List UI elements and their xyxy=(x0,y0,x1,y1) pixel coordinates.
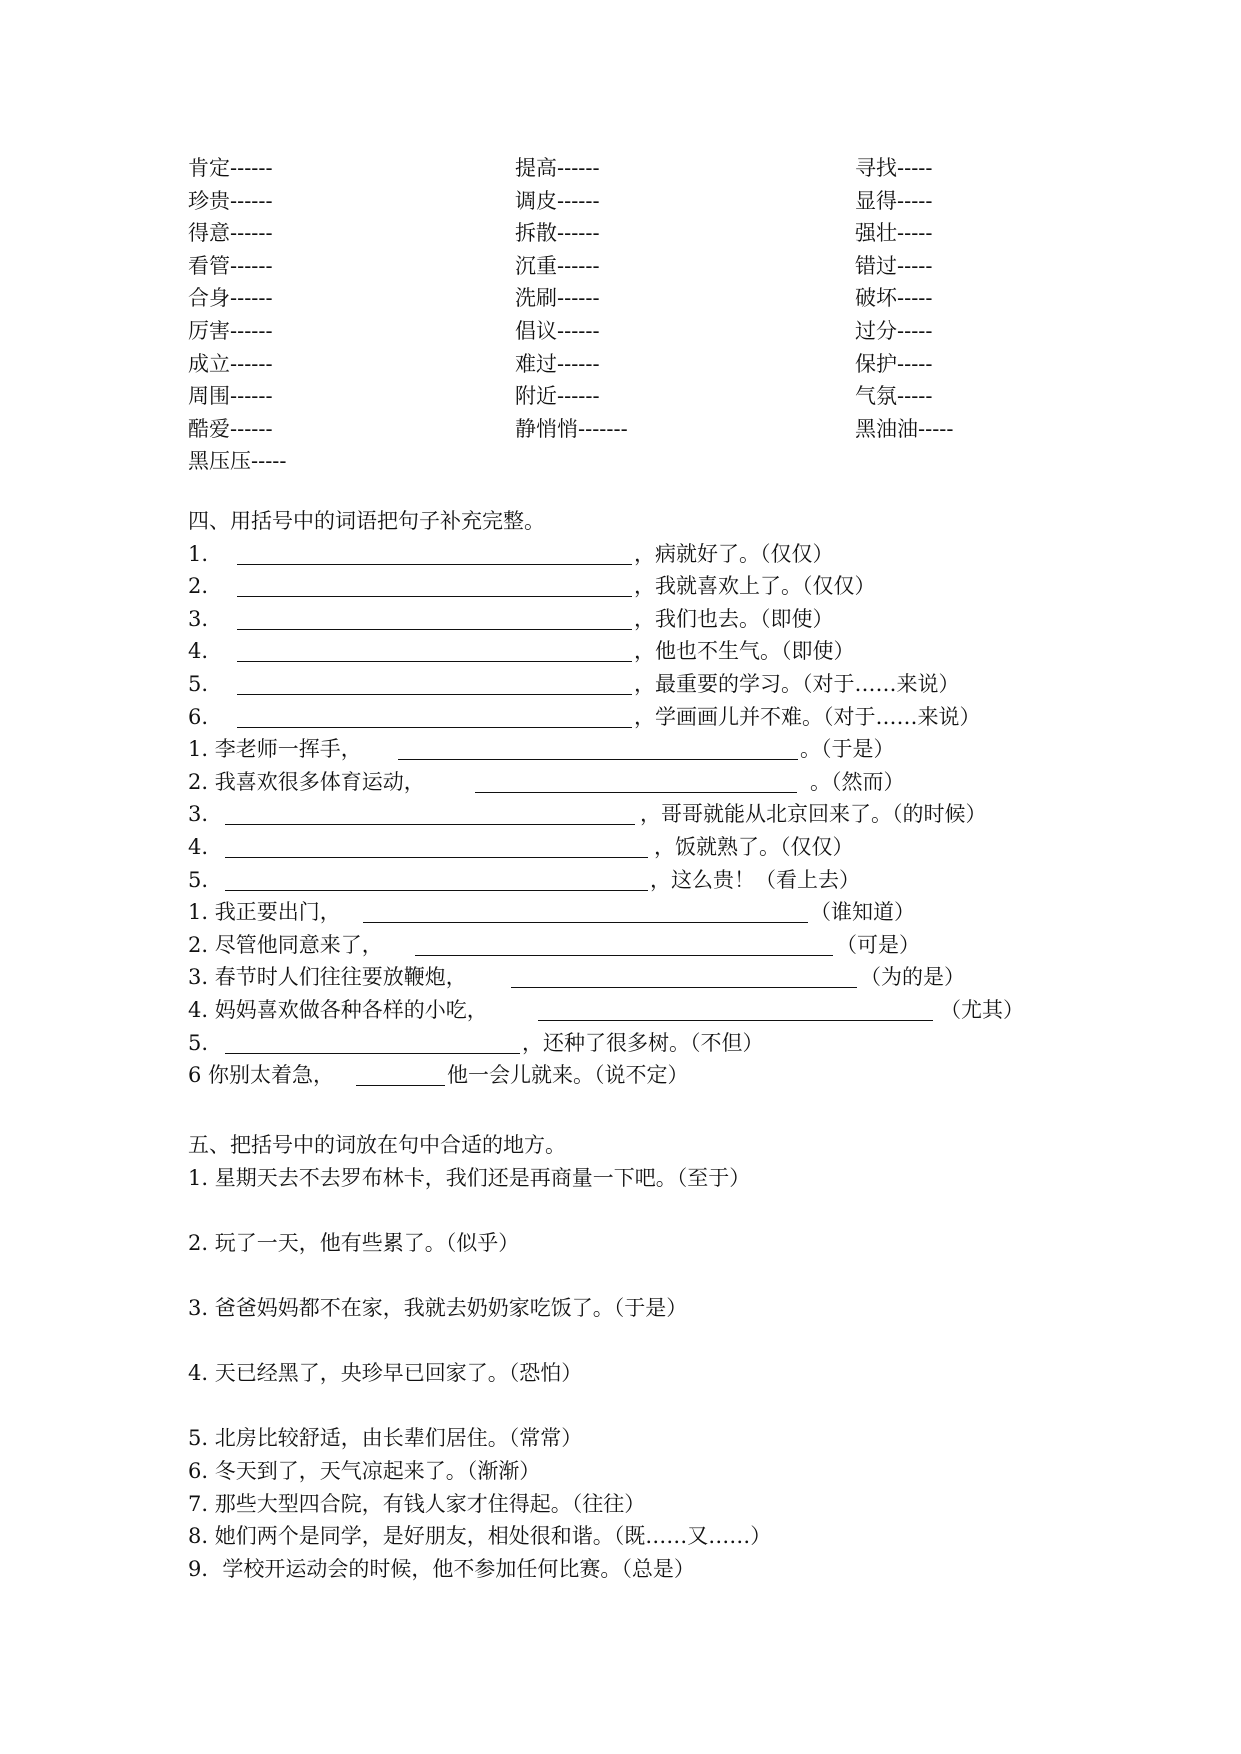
exercise-line xyxy=(188,668,1088,701)
exercise-line xyxy=(188,798,1088,831)
exercise-line xyxy=(188,1027,1088,1060)
exercise-prefix: 2. 尽管他同意来了， xyxy=(188,932,383,957)
word-item: 周围------ xyxy=(188,384,273,409)
word-item: 静悄悄------- xyxy=(515,416,628,441)
word-item: 酷爱------ xyxy=(188,416,273,441)
word-item: 沉重------ xyxy=(515,253,600,278)
exercise-line xyxy=(188,961,1088,994)
word-row xyxy=(188,315,1088,348)
answer-blank[interactable] xyxy=(398,737,798,760)
word-item: 难过------ xyxy=(515,351,600,376)
section-5-heading: 五、把括号中的词放在句中合适的地方。 xyxy=(188,1133,566,1157)
word-row xyxy=(188,348,1088,381)
exercise-text: ，他也不生气。（即使） xyxy=(634,639,855,664)
exercise-line xyxy=(188,766,1088,799)
section-4 xyxy=(188,505,1088,1092)
exercise-text: ，这么贵！（看上去） xyxy=(650,867,860,892)
exercise-text: 他一会儿就来。（说不定） xyxy=(447,1063,689,1088)
word-item: 过分----- xyxy=(855,318,933,343)
exercise-suffix: 。（于是） xyxy=(800,737,895,762)
exercise-text: ，学画画儿并不难。（对于……来说） xyxy=(634,704,981,729)
word-item: 合身------ xyxy=(188,286,273,311)
exercise-suffix: （尤其） xyxy=(940,997,1024,1022)
answer-blank[interactable] xyxy=(225,868,648,891)
exercise-line xyxy=(188,831,1088,864)
exercise-prefix: 2. 我喜欢很多体育运动， xyxy=(188,769,425,794)
exercise-prefix: 4. 妈妈喜欢做各种各样的小吃， xyxy=(188,997,488,1022)
word-item: 提高------ xyxy=(515,156,600,180)
exercise-number: 3. xyxy=(188,606,209,631)
word-item: 错过----- xyxy=(855,253,933,278)
word-item: 看管------ xyxy=(188,253,273,278)
answer-blank[interactable] xyxy=(511,965,857,988)
answer-blank[interactable] xyxy=(237,607,632,630)
exercise-prefix: 3. 春节时人们往往要放鞭炮， xyxy=(188,965,467,990)
word-item: 显得----- xyxy=(855,188,933,213)
exercise-prefix: 6 你别太着急， xyxy=(188,1063,335,1088)
word-item: 强壮----- xyxy=(855,221,933,246)
answer-blank[interactable] xyxy=(237,574,632,597)
word-row xyxy=(188,380,1088,413)
exercise-line xyxy=(188,570,1088,603)
answer-blank[interactable] xyxy=(225,1031,520,1054)
word-item: 肯定------ xyxy=(188,156,273,180)
exercise-line: 2. 玩了一天，他有些累了。（似乎） xyxy=(188,1230,520,1255)
exercise-prefix: 1. 李老师一挥手， xyxy=(188,737,362,762)
exercise-number: 5. xyxy=(188,1030,209,1055)
word-row xyxy=(188,217,1088,250)
word-item: 倡议------ xyxy=(515,318,600,343)
word-row xyxy=(188,445,1088,478)
answer-blank[interactable] xyxy=(356,1063,445,1086)
exercise-suffix: 。（然而） xyxy=(810,769,905,794)
word-item: 保护----- xyxy=(855,351,933,376)
exercise-number: 4. xyxy=(188,834,209,859)
word-row xyxy=(188,152,1088,185)
exercise-line xyxy=(188,1059,1088,1092)
answer-blank[interactable] xyxy=(237,705,632,728)
word-row xyxy=(188,185,1088,218)
exercise-text: ，我就喜欢上了。（仅仅） xyxy=(634,574,876,599)
answer-blank[interactable] xyxy=(475,770,797,793)
exercise-suffix: （为的是） xyxy=(860,965,965,990)
exercise-number: 1. xyxy=(188,541,209,566)
word-item: 附近------ xyxy=(515,384,600,409)
exercise-number: 2. xyxy=(188,574,209,599)
answer-blank[interactable] xyxy=(225,802,635,825)
exercise-number: 5. xyxy=(188,867,209,892)
answer-blank[interactable] xyxy=(225,835,648,858)
exercise-line: 4. 天已经黑了，央珍早已回家了。（恐怕） xyxy=(188,1361,583,1386)
word-item: 寻找----- xyxy=(855,156,933,180)
exercise-line xyxy=(188,603,1088,636)
exercise-suffix: （可是） xyxy=(836,932,920,957)
exercise-line xyxy=(188,538,1088,571)
word-item: 黑油油----- xyxy=(855,416,954,441)
word-item: 拆散------ xyxy=(515,221,600,246)
exercise-text: ，我们也去。（即使） xyxy=(634,606,834,631)
exercise-line: 1. 星期天去不去罗布林卡，我们还是再商量一下吧。（至于） xyxy=(188,1165,751,1190)
exercise-line xyxy=(188,994,1088,1027)
exercise-text: ，最重要的学习。（对于……来说） xyxy=(634,671,960,696)
exercise-line xyxy=(188,929,1088,962)
answer-blank[interactable] xyxy=(237,672,632,695)
word-item: 破坏----- xyxy=(855,286,933,311)
exercise-text: ，还种了很多树。（不但） xyxy=(522,1030,764,1055)
exercise-text: ，病就好了。（仅仅） xyxy=(634,541,834,566)
exercise-line: 8. 她们两个是同学，是好朋友，相处很和谐。（既……又……） xyxy=(188,1524,772,1549)
word-item: 黑压压----- xyxy=(188,449,287,474)
word-item: 调皮------ xyxy=(515,188,600,213)
exercise-prefix: 1. 我正要出门， xyxy=(188,900,341,925)
exercise-line: 3. 爸爸妈妈都不在家，我就去奶奶家吃饭了。（于是） xyxy=(188,1295,688,1320)
word-item: 气氛----- xyxy=(855,384,933,409)
exercise-line: 7. 那些大型四合院，有钱人家才住得起。（往往） xyxy=(188,1491,646,1516)
section-4-heading: 四、用括号中的词语把句子补充完整。 xyxy=(188,509,545,533)
exercise-line: 6. 冬天到了，天气凉起来了。（渐渐） xyxy=(188,1458,541,1483)
exercise-text: ，饭就熟了。（仅仅） xyxy=(654,834,854,859)
exercise-number: 4. xyxy=(188,639,209,664)
word-row xyxy=(188,250,1088,283)
answer-blank[interactable] xyxy=(237,639,632,662)
word-item: 成立------ xyxy=(188,351,273,376)
word-item: 厉害------ xyxy=(188,318,273,343)
answer-blank[interactable] xyxy=(415,933,833,956)
exercise-line xyxy=(188,733,1088,766)
exercise-line: 5. 北房比较舒适，由长辈们居住。（常常） xyxy=(188,1426,583,1451)
word-list xyxy=(188,152,1088,478)
exercise-number: 6. xyxy=(188,704,209,729)
exercise-number: 5. xyxy=(188,671,209,696)
answer-blank[interactable] xyxy=(237,542,632,565)
answer-blank[interactable] xyxy=(363,900,808,923)
exercise-text: ，哥哥就能从北京回来了。（的时候） xyxy=(640,802,987,827)
exercise-line xyxy=(188,864,1088,897)
exercise-line xyxy=(188,635,1088,668)
exercise-line: 9．学校开运动会的时候，他不参加任何比赛。（总是） xyxy=(188,1556,695,1581)
exercise-line xyxy=(188,896,1088,929)
exercise-suffix: （谁知道） xyxy=(810,900,915,925)
word-row xyxy=(188,413,1088,446)
exercise-number: 3. xyxy=(188,802,209,827)
answer-blank[interactable] xyxy=(538,998,933,1021)
word-item: 得意------ xyxy=(188,221,273,246)
word-row xyxy=(188,282,1088,315)
exercise-line xyxy=(188,701,1088,734)
section-5 xyxy=(188,1129,1088,1585)
word-item: 珍贵------ xyxy=(188,188,273,213)
word-item: 洗刷------ xyxy=(515,286,600,311)
